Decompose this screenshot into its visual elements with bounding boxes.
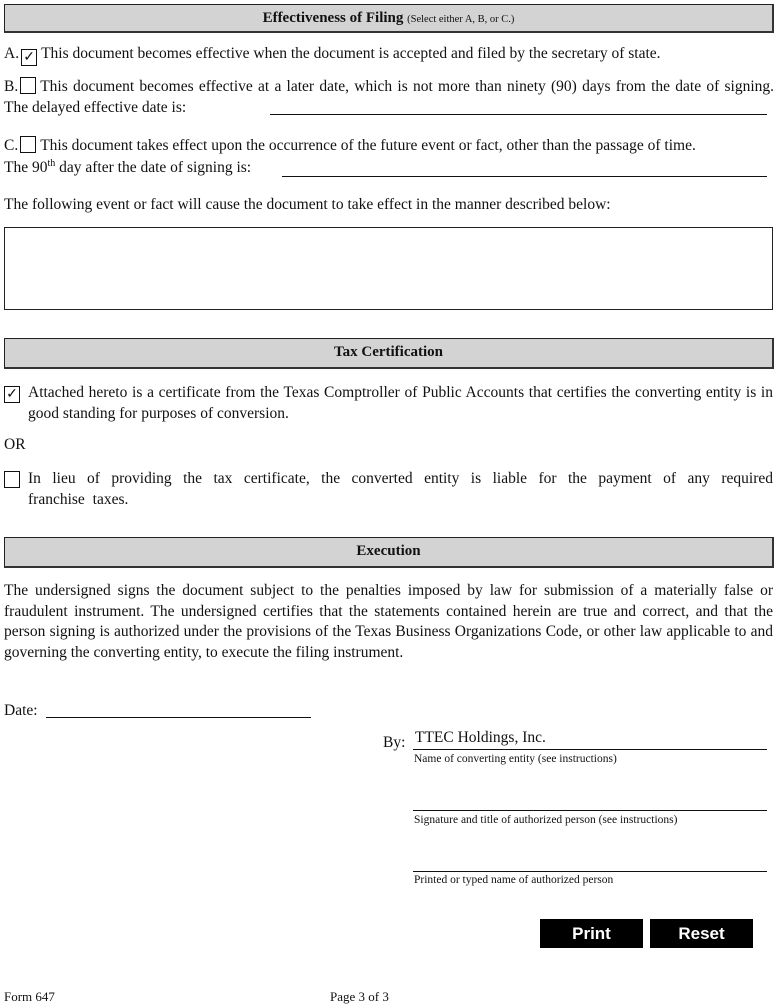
- execution-header: [4, 537, 774, 568]
- tax-title: Tax Certification: [333, 344, 443, 360]
- option-b-checkbox[interactable]: [20, 77, 36, 94]
- entity-name-value: TTEC Holdings, Inc.: [415, 729, 546, 746]
- option-a-letter: A.: [4, 45, 20, 62]
- tax-option-2-text: In lieu of providing the tax certificate, the converted entity is liable for the payment of any required franchise taxes.: [28, 470, 773, 508]
- effectiveness-subtitle: (Select either A, B, or C.): [407, 14, 515, 25]
- option-c-line2-pre: The 90: [4, 159, 48, 177]
- entity-name-label: Name of converting entity (see instructions): [414, 753, 617, 765]
- signature-input[interactable]: [413, 790, 767, 811]
- option-b-letter: B.: [4, 78, 19, 95]
- option-a-checkbox[interactable]: ✓: [21, 49, 37, 66]
- tax-option-2-checkbox[interactable]: [4, 471, 20, 488]
- option-c-line2-post: day after the date of signing is:: [55, 159, 252, 177]
- option-a-text: This document becomes effective when the document is accepted and filed by the secretary of state.: [41, 45, 661, 62]
- print-button[interactable]: Print: [540, 919, 643, 948]
- option-c-line2: [4, 158, 251, 177]
- ninetieth-day-input[interactable]: [282, 162, 767, 177]
- tax-option-1-checkbox[interactable]: ✓: [4, 386, 20, 403]
- date-label: Date:: [4, 702, 38, 719]
- entity-name-input[interactable]: [413, 729, 767, 750]
- printed-name-input[interactable]: [413, 851, 767, 872]
- option-c-letter: C.: [4, 137, 19, 154]
- reset-button[interactable]: Reset: [650, 919, 753, 948]
- event-textbox[interactable]: [4, 227, 773, 310]
- tax-header: [4, 338, 774, 369]
- effectiveness-header: [4, 4, 774, 33]
- date-input[interactable]: [46, 702, 311, 718]
- by-label: By:: [383, 734, 406, 751]
- delayed-date-input[interactable]: [270, 100, 767, 115]
- option-c: [4, 136, 776, 155]
- footer-form-number: Form 647: [4, 989, 55, 1004]
- footer-page-number: Page 3 of 3: [330, 989, 389, 1004]
- printed-name-label: Printed or typed name of authorized person: [414, 874, 614, 886]
- or-label: OR: [4, 436, 26, 453]
- option-c-line2-sup: th: [47, 158, 56, 169]
- option-b-text: This document becomes effective at a later date, which is not more than ninety (90) days from the date of signing. The delayed effective date is:: [4, 78, 774, 116]
- option-c-checkbox[interactable]: [20, 136, 36, 153]
- execution-title: Execution: [356, 543, 421, 559]
- option-a: [4, 45, 774, 66]
- signature-label: Signature and title of authorized person (see instructions): [414, 814, 678, 826]
- tax-option-1-text: Attached hereto is a certificate from the Texas Comptroller of Public Accounts that certifies the converting entity is in good standing for purposes of conversion.: [28, 384, 773, 422]
- execution-paragraph: The undersigned signs the document subject to the penalties imposed by law for submission of a materially false or fraudulent instrument. The undersigned certifies that the statements contained herein are true and correct, and that the person signing is authorized under the provisions of the Texas Business Organizations Code, or other law applicable to and governing the converting entity, to execute the filing instrument.: [4, 582, 773, 661]
- event-label: The following event or fact will cause the document to take effect in the manner described below:: [4, 196, 611, 213]
- effectiveness-title: Effectiveness of Filing: [262, 10, 404, 26]
- option-c-text: This document takes effect upon the occurrence of the future event or fact, other than the passage of time.: [40, 137, 696, 154]
